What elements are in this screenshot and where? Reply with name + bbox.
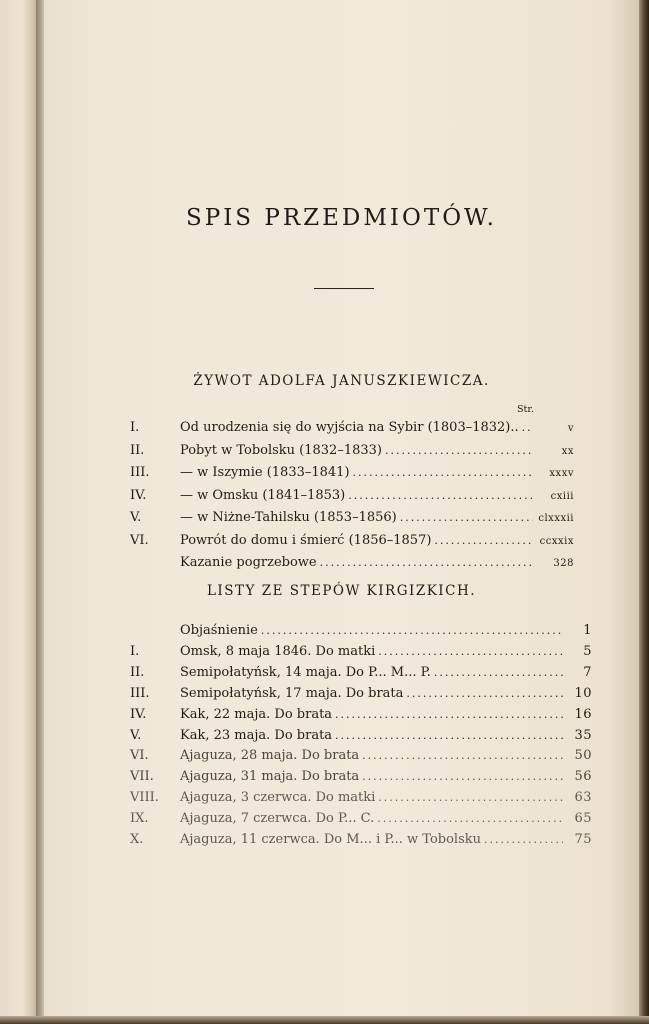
toc-entry <box>130 530 574 553</box>
leader-dots <box>335 726 563 747</box>
entry-title: Kak, 22 maja. Do brata <box>180 706 333 722</box>
entry-page: xxxv <box>549 468 574 479</box>
entry-numeral: I. <box>130 643 140 659</box>
entry-numeral: X. <box>130 832 144 848</box>
toc-entry <box>130 788 592 809</box>
page-title: SPIS PRZEDMIOTÓW. <box>185 205 497 231</box>
entry-title: Semipołatyńsk, 14 maja. Do P... M... P. <box>180 664 431 680</box>
leader-dots <box>362 767 563 788</box>
entry-title: Ajaguza, 3 czerwca. Do matki <box>180 790 376 806</box>
entry-title: Ajaguza, 28 maja. Do brata <box>180 748 360 764</box>
leader-dots <box>320 552 533 574</box>
entry-page: 65 <box>574 811 592 827</box>
entry-page: ccxxix <box>539 535 574 547</box>
leader-dots <box>406 684 563 705</box>
leader-dots <box>378 788 563 809</box>
entry-page: 35 <box>574 727 592 743</box>
leader-dots <box>400 507 533 529</box>
entry-page: 75 <box>574 832 592 848</box>
entry-title: Ajaguza, 11 czerwca. Do M... i P... w Tobolsku <box>180 832 481 848</box>
toc-entry <box>130 485 574 508</box>
entry-numeral: V. <box>130 510 142 525</box>
leader-dots <box>335 705 563 726</box>
entry-page: 7 <box>583 664 592 680</box>
entry-page: 50 <box>574 748 592 764</box>
toc-entry <box>130 642 592 663</box>
entry-numeral: IV. <box>130 706 147 722</box>
toc-entry <box>130 809 592 830</box>
toc-entry <box>130 746 592 767</box>
entry-title: Semipołatyńsk, 17 maja. Do brata <box>180 685 404 701</box>
entry-numeral: VI. <box>130 748 149 764</box>
toc-section-zywot <box>130 417 574 575</box>
entry-title: Powrót do domu i śmierć (1856–1857) <box>180 532 432 548</box>
entry-page: 63 <box>574 790 592 806</box>
toc-entry <box>130 726 592 747</box>
entry-title: Objaśnienie <box>180 623 258 638</box>
leader-dots <box>484 830 563 851</box>
leader-dots <box>348 485 533 507</box>
leader-dots <box>378 642 563 663</box>
toc-entry <box>130 767 592 788</box>
left-page-edge <box>0 0 40 1024</box>
entry-page: cxiii <box>550 490 574 502</box>
entry-numeral: IV. <box>130 487 147 503</box>
toc-section-listy <box>130 621 592 851</box>
entry-numeral: I. <box>130 420 140 435</box>
entry-numeral: IX. <box>130 811 149 827</box>
leader-dots <box>377 809 563 830</box>
toc-entry <box>130 621 592 642</box>
leader-dots <box>522 417 533 439</box>
entry-title: Ajaguza, 31 maja. Do brata <box>180 769 360 785</box>
entry-page: clxxxii <box>538 513 574 524</box>
entry-numeral: VI. <box>130 532 149 548</box>
entry-page: 328 <box>553 558 574 569</box>
toc-entry <box>130 440 574 463</box>
entry-title: Kak, 23 maja. Do brata <box>180 727 333 743</box>
entry-numeral: VII. <box>130 769 154 785</box>
leader-dots <box>434 663 563 684</box>
entry-page: 10 <box>574 685 592 701</box>
leader-dots <box>261 621 563 642</box>
entry-numeral: III. <box>130 685 150 701</box>
entry-title: Od urodzenia się do wyjścia na Sybir (1803–1832).. <box>180 420 519 435</box>
entry-page: 5 <box>583 643 592 659</box>
entry-title: Omsk, 8 maja 1846. Do matki <box>180 643 376 659</box>
section-heading-zywot: ŻYWOT ADOLFA JANUSZKIEWICZA. <box>193 373 490 389</box>
toc-entry <box>130 705 592 726</box>
leader-dots <box>385 440 533 462</box>
entry-page: 1 <box>583 623 592 638</box>
entry-numeral: II. <box>130 442 145 458</box>
leader-dots <box>434 530 533 552</box>
title-divider <box>314 288 374 289</box>
toc-entry <box>130 830 592 851</box>
toc-entry <box>130 462 574 485</box>
entry-page: 16 <box>574 706 592 722</box>
book-page <box>44 0 639 1024</box>
entry-page: 56 <box>574 769 592 785</box>
book-cover-edge <box>639 0 649 1024</box>
entry-page: v <box>567 423 574 434</box>
leader-dots <box>353 462 533 484</box>
book-bottom-edge <box>0 1016 649 1024</box>
entry-title: — w Iszymie (1833–1841) <box>180 465 350 480</box>
entry-numeral: II. <box>130 664 145 680</box>
page-column-label: Str. <box>517 404 534 415</box>
toc-entry <box>130 507 574 530</box>
entry-page: xx <box>561 445 574 457</box>
entry-title: — w Omsku (1841–1853) <box>180 487 346 503</box>
toc-entry <box>130 684 592 705</box>
entry-numeral: V. <box>130 727 142 743</box>
leader-dots <box>362 746 563 767</box>
section-heading-listy: LISTY ZE STEPÓW KIRGIZKICH. <box>206 583 477 599</box>
entry-title: Ajaguza, 7 czerwca. Do P... C. <box>180 811 375 827</box>
entry-numeral: VIII. <box>130 790 159 806</box>
toc-entry <box>130 552 574 575</box>
toc-entry <box>130 417 574 440</box>
entry-numeral: III. <box>130 465 150 480</box>
entry-title: Pobyt w Tobolsku (1832–1833) <box>180 442 382 458</box>
toc-entry <box>130 663 592 684</box>
entry-title: — w Niżne-Tahilsku (1853–1856) <box>180 510 397 525</box>
entry-title: Kazanie pogrzebowe <box>180 555 317 570</box>
